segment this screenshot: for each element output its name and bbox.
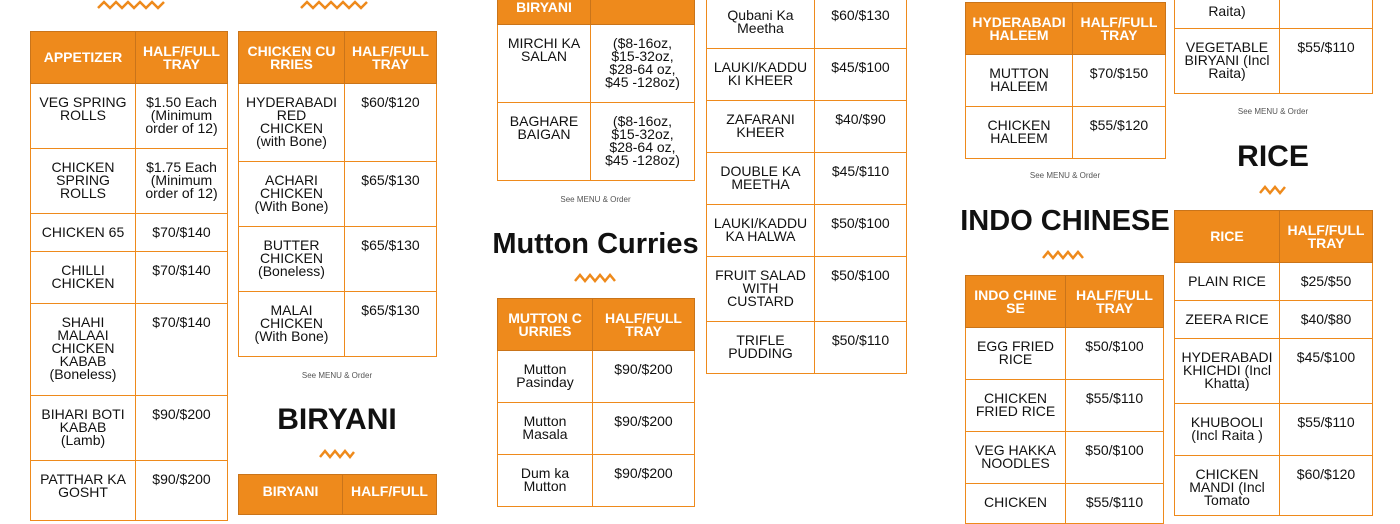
biryani-header: BIRYANI — [239, 475, 343, 515]
table-row — [31, 214, 228, 252]
item-price: $55/$110 — [1280, 29, 1373, 94]
table-row — [966, 380, 1164, 432]
item-name: Dum ka Mutton — [498, 455, 593, 507]
item-price: $65/$130 — [345, 292, 437, 357]
item-name: Mutton Masala — [498, 403, 593, 455]
biryani-table-section — [238, 474, 436, 515]
half-full-header: HALF/FULL — [343, 475, 437, 515]
half-full-tray-header: HALF/FULL TRAY — [136, 32, 228, 84]
item-name: MIRCHI KA SALAN — [498, 25, 591, 103]
item-name: LAUKI/KADDU KI KHEER — [707, 49, 815, 101]
see-menu-link[interactable]: See MENU & Order — [1237, 107, 1309, 116]
half-full-tray-header: HALF/FULL TRAY — [1066, 276, 1164, 328]
item-name: BIHARI BOTI KABAB (Lamb) — [31, 396, 136, 461]
item-name: KHUBOOLI (Incl Raita ) — [1175, 404, 1280, 456]
item-price: $60/$130 — [815, 0, 907, 49]
item-price: $50/$100 — [1066, 328, 1164, 380]
table-row — [707, 101, 907, 153]
biryani-sides-section — [497, 0, 694, 181]
chicken-curries-header: CHICKEN CURRIES — [239, 32, 345, 84]
item-price: $90/$200 — [593, 403, 695, 455]
table-row — [1175, 404, 1373, 456]
item-price: $25/$50 — [1280, 263, 1373, 301]
item-name: CHILLI CHICKEN — [31, 252, 136, 304]
item-price: $45/$110 — [815, 153, 907, 205]
table-row — [239, 227, 437, 292]
veg-biryani-table — [1174, 0, 1373, 94]
table-row — [31, 396, 228, 461]
item-price: $65/$130 — [345, 227, 437, 292]
item-price: $40/$80 — [1280, 301, 1373, 339]
item-name: VEGETABLE BIRYANI (Incl Raita) — [1175, 29, 1280, 94]
table-row — [31, 149, 228, 214]
item-price: $70/$150 — [1073, 55, 1166, 107]
section-title-biryani: BIRYANI — [277, 403, 397, 436]
item-name: MALAI CHICKEN (With Bone) — [239, 292, 345, 357]
haleem-table — [965, 2, 1166, 159]
indo-chinese-header: INDO CHINESE — [966, 276, 1066, 328]
item-name: VEG SPRING ROLLS — [31, 84, 136, 149]
biryani-sides-table — [497, 0, 695, 181]
half-full-tray-header: HALF/FULL TRAY — [1073, 3, 1166, 55]
table-row — [966, 484, 1164, 524]
item-price: $90/$200 — [593, 455, 695, 507]
item-price: $50/$110 — [815, 322, 907, 374]
rice-section — [1174, 210, 1372, 516]
half-full-tray-header: HALF/FULL TRAY — [345, 32, 437, 84]
item-price — [1280, 0, 1373, 29]
item-price: $60/$120 — [1280, 456, 1373, 516]
zigzag-divider-icon — [300, 0, 368, 11]
biryani-header: BIRYANI — [498, 0, 591, 25]
item-price: $90/$200 — [136, 396, 228, 461]
item-price: $55/$110 — [1066, 380, 1164, 432]
item-price: $45/$100 — [1280, 339, 1373, 404]
item-price: $50/$100 — [815, 205, 907, 257]
table-row — [966, 432, 1164, 484]
half-full-tray-header: HALF/FULL TRAY — [593, 299, 695, 351]
item-name: TRIFLE PUDDING — [707, 322, 815, 374]
rice-table — [1174, 210, 1373, 516]
item-price: $65/$130 — [345, 162, 437, 227]
appetizer-table-section — [30, 31, 227, 521]
zigzag-divider-icon — [97, 0, 165, 11]
item-price: $70/$140 — [136, 252, 228, 304]
item-name: ACHARI CHICKEN (With Bone) — [239, 162, 345, 227]
item-name: Raita) — [1175, 0, 1280, 29]
table-row — [966, 107, 1166, 159]
item-name: ZEERA RICE — [1175, 301, 1280, 339]
item-name: CHICKEN 65 — [31, 214, 136, 252]
zigzag-divider-icon — [574, 272, 618, 284]
mutton-curries-table — [497, 298, 695, 507]
chicken-curries-table — [238, 31, 437, 357]
rice-header: RICE — [1175, 211, 1280, 263]
zigzag-divider-icon — [319, 448, 355, 460]
section-title-rice: RICE — [1237, 140, 1309, 173]
item-name: MUTTON HALEEM — [966, 55, 1073, 107]
indo-chinese-section — [965, 275, 1163, 524]
item-price: $70/$140 — [136, 214, 228, 252]
table-row — [966, 328, 1164, 380]
item-name: CHICKEN MANDI (Incl Tomato — [1175, 456, 1280, 516]
table-row — [707, 322, 907, 374]
table-row — [498, 455, 695, 507]
half-full-tray-header: HALF/FULL TRAY — [1280, 211, 1373, 263]
biryani-table — [238, 474, 437, 515]
item-name: CHICKEN — [966, 484, 1066, 524]
item-name: HYDERABADI RED CHICKEN (with Bone) — [239, 84, 345, 162]
item-price: $70/$140 — [136, 304, 228, 396]
item-name: LAUKI/KADDU KA HALWA — [707, 205, 815, 257]
table-row — [707, 257, 907, 322]
appetizer-header: APPETIZER — [31, 32, 136, 84]
mutton-curries-header: MUTTON CURRIES — [498, 299, 593, 351]
item-price: ($8-16oz, $15-32oz, $28-64 oz, $45 -128oz) — [591, 25, 695, 103]
appetizer-table — [30, 31, 228, 521]
table-row — [31, 461, 228, 521]
item-name: Qubani Ka Meetha — [707, 0, 815, 49]
table-row — [239, 292, 437, 357]
zigzag-divider-icon — [1259, 184, 1287, 196]
item-price: ($8-16oz, $15-32oz, $28-64 oz, $45 -128oz) — [591, 103, 695, 181]
table-row — [707, 205, 907, 257]
item-name: HYDERABADI KHICHDI (Incl Khatta) — [1175, 339, 1280, 404]
item-price: $60/$120 — [345, 84, 437, 162]
table-row — [1175, 339, 1373, 404]
zigzag-divider-icon — [1042, 249, 1086, 261]
section-title-indo-chinese: INDO CHINESE — [960, 205, 1170, 237]
item-name: BUTTER CHICKEN (Boneless) — [239, 227, 345, 292]
item-price: $55/$120 — [1073, 107, 1166, 159]
item-price: $40/$90 — [815, 101, 907, 153]
item-name: DOUBLE KA MEETHA — [707, 153, 815, 205]
desserts-section — [706, 0, 906, 374]
item-name: PLAIN RICE — [1175, 263, 1280, 301]
table-row — [498, 103, 695, 181]
table-row — [707, 0, 907, 49]
desserts-table — [706, 0, 907, 374]
table-row — [498, 25, 695, 103]
table-row — [1175, 29, 1373, 94]
table-row — [1175, 263, 1373, 301]
table-row — [239, 162, 437, 227]
table-row — [239, 84, 437, 162]
table-row — [31, 84, 228, 149]
table-row — [707, 153, 907, 205]
table-row — [31, 252, 228, 304]
item-name: ZAFARANI KHEER — [707, 101, 815, 153]
item-price: $90/$200 — [593, 351, 695, 403]
table-row — [1175, 0, 1373, 29]
table-row — [498, 403, 695, 455]
table-row — [498, 351, 695, 403]
mutton-curries-section — [497, 298, 694, 507]
see-menu-link[interactable]: See MENU & Order — [1029, 171, 1101, 180]
item-name: CHICKEN HALEEM — [966, 107, 1073, 159]
item-price: $50/$100 — [815, 257, 907, 322]
indo-chinese-table — [965, 275, 1164, 524]
item-name: PATTHAR KA GOSHT — [31, 461, 136, 521]
haleem-section — [965, 2, 1165, 159]
item-price: $55/$110 — [1066, 484, 1164, 524]
hyderabadi-haleem-header: HYDERABADI HALEEM — [966, 3, 1073, 55]
chicken-curries-section — [238, 31, 436, 357]
item-price: $90/$200 — [136, 461, 228, 521]
table-row — [1175, 456, 1373, 516]
item-name: BAGHARE BAIGAN — [498, 103, 591, 181]
item-name: VEG HAKKA NOODLES — [966, 432, 1066, 484]
item-name: Mutton Pasinday — [498, 351, 593, 403]
table-row — [966, 55, 1166, 107]
item-price: $50/$100 — [1066, 432, 1164, 484]
section-title-mutton-curries: Mutton Curries — [492, 228, 699, 260]
item-price: $1.75 Each (Minimum order of 12) — [136, 149, 228, 214]
item-name: CHICKEN FRIED RICE — [966, 380, 1066, 432]
item-name: FRUIT SALAD WITH CUSTARD — [707, 257, 815, 322]
item-name: SHAHI MALAAI CHICKEN KABAB (Boneless) — [31, 304, 136, 396]
table-row — [707, 49, 907, 101]
table-row — [1175, 301, 1373, 339]
item-price: $1.50 Each (Minimum order of 12) — [136, 84, 228, 149]
veg-biryani-section — [1174, 0, 1372, 94]
blank-header — [591, 0, 695, 25]
table-row — [31, 304, 228, 396]
item-price: $55/$110 — [1280, 404, 1373, 456]
item-name: EGG FRIED RICE — [966, 328, 1066, 380]
item-name: CHICKEN SPRING ROLLS — [31, 149, 136, 214]
see-menu-link[interactable]: See MENU & Order — [301, 371, 373, 380]
item-price: $45/$100 — [815, 49, 907, 101]
see-menu-link[interactable]: See MENU & Order — [560, 195, 631, 204]
